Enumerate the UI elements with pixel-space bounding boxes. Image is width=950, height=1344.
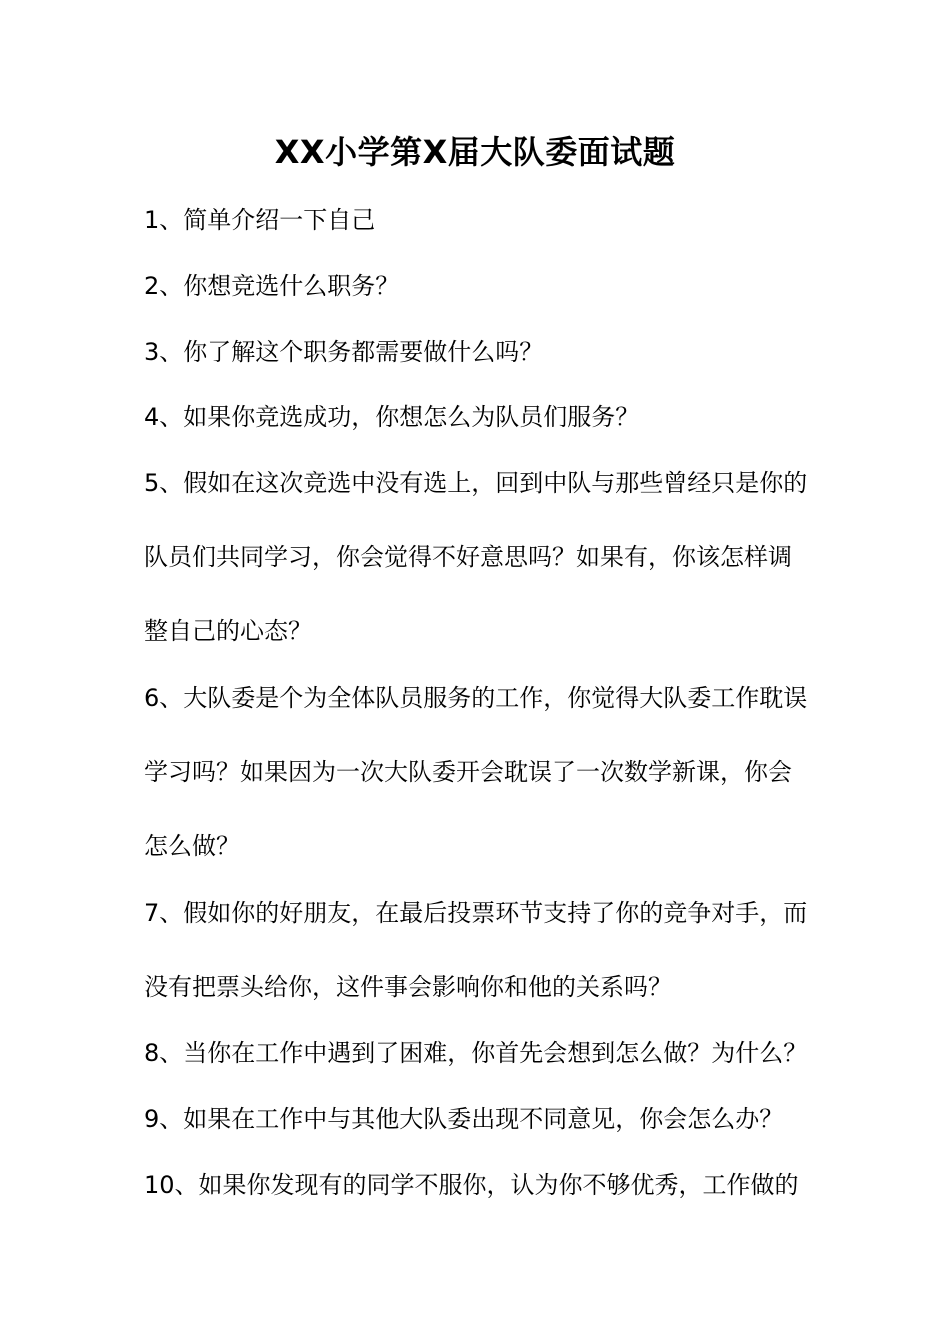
- question-line: 7、假如你的好朋友，在最后投票环节支持了你的竞争对手，而: [144, 899, 808, 927]
- question-line: 6、大队委是个为全体队员服务的工作，你觉得大队委工作耽误: [144, 684, 808, 712]
- question-line: 4、如果你竞选成功，你想怎么为队员们服务？: [144, 403, 640, 431]
- question-line: 5、假如在这次竞选中没有选上，回到中队与那些曾经只是你的: [144, 469, 808, 497]
- question-line: 10、如果你发现有的同学不服你，认为你不够优秀，工作做的: [144, 1171, 799, 1199]
- question-line: 学习吗？如果因为一次大队委开会耽误了一次数学新课，你会: [144, 758, 792, 786]
- question-line: 8、当你在工作中遇到了困难，你首先会想到怎么做？为什么？: [144, 1039, 808, 1067]
- question-line: 3、你了解这个职务都需要做什么吗？: [144, 338, 544, 366]
- question-line: 没有把票头给你，这件事会影响你和他的关系吗？: [144, 973, 672, 1001]
- question-line: 队员们共同学习，你会觉得不好意思吗？如果有，你该怎样调: [144, 543, 792, 571]
- question-line: 9、如果在工作中与其他大队委出现不同意见，你会怎么办？: [144, 1105, 784, 1133]
- question-line: 整自己的心态？: [144, 617, 312, 645]
- document-title: XX小学第X届大队委面试题: [274, 133, 676, 171]
- question-line: 1、简单介绍一下自己: [144, 206, 376, 234]
- question-line: 怎么做？: [144, 832, 240, 860]
- question-line: 2、你想竞选什么职务？: [144, 272, 400, 300]
